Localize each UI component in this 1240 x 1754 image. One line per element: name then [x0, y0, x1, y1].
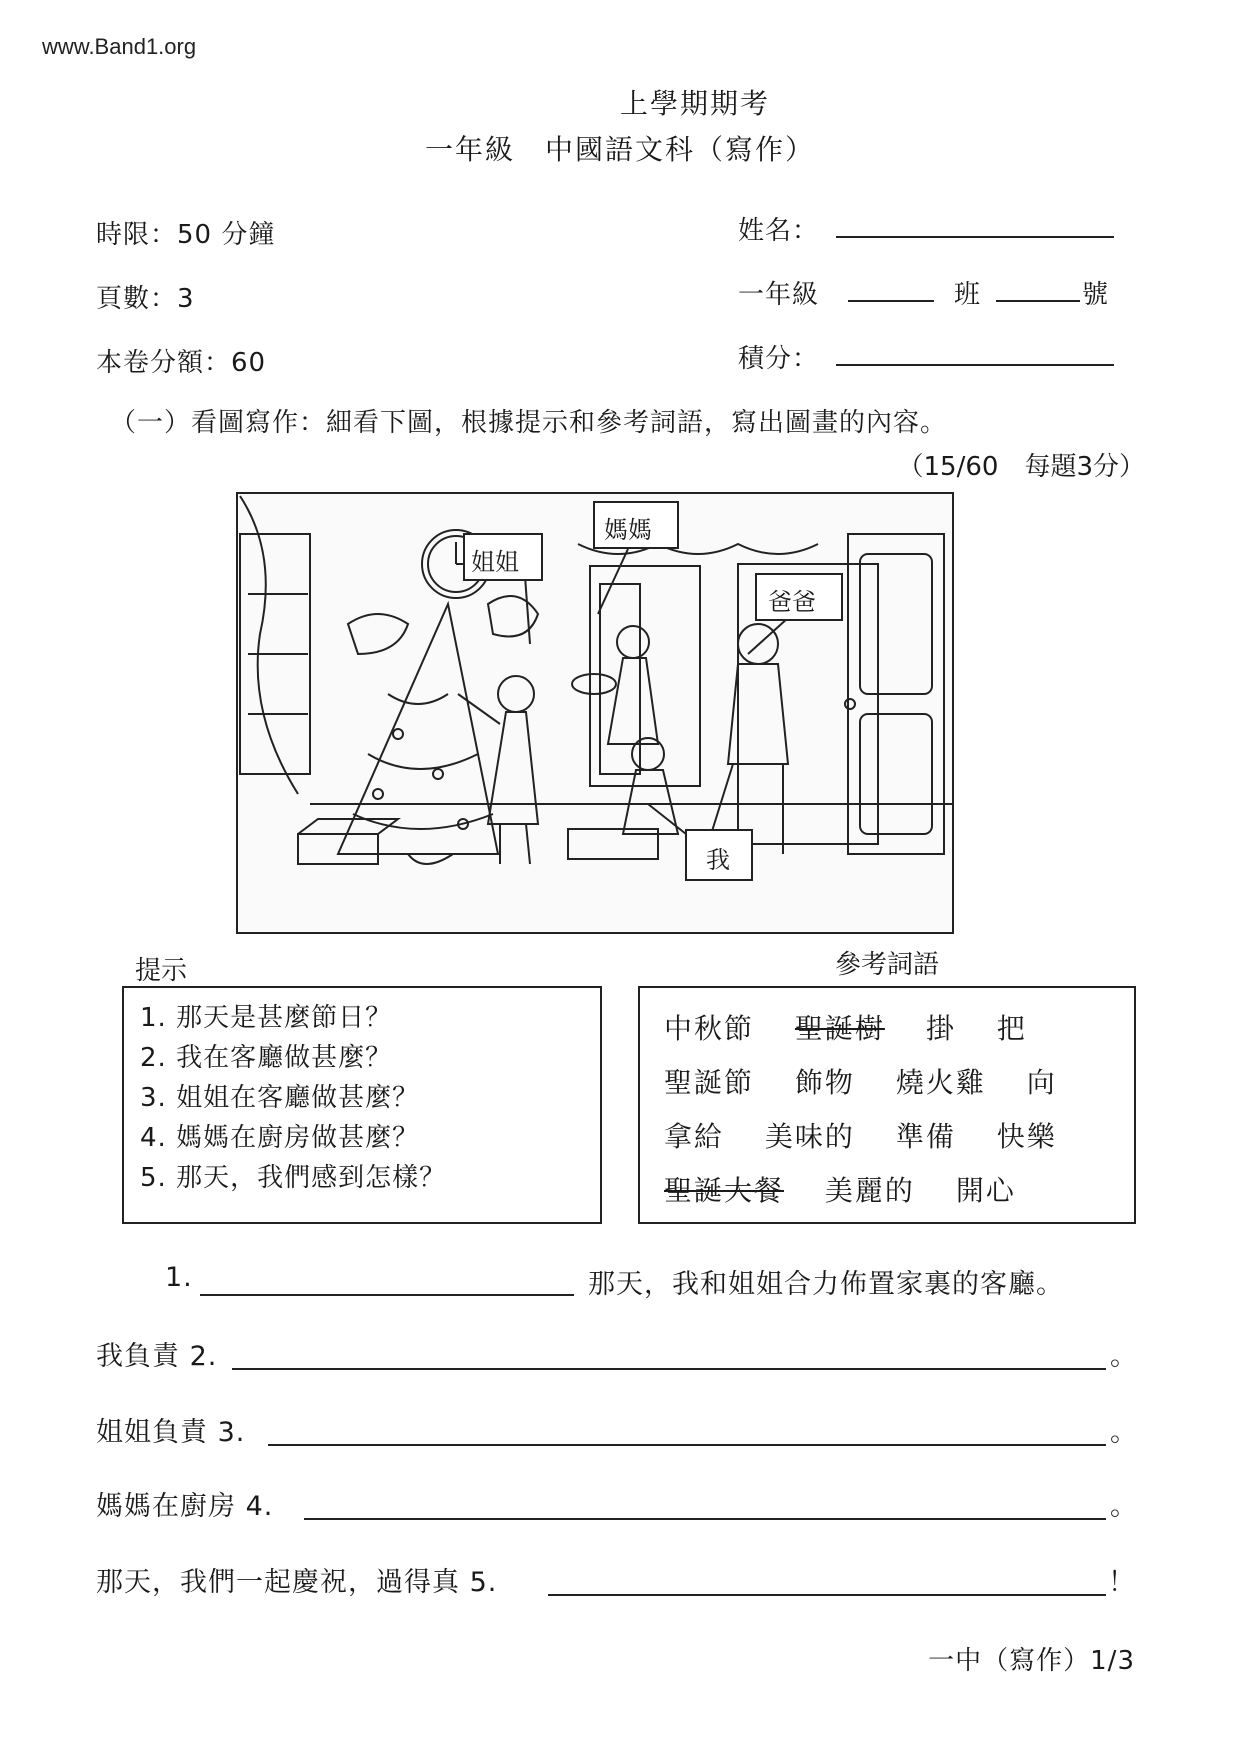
- q1-number: 1.: [165, 1262, 193, 1293]
- scene-drawing: [238, 494, 952, 932]
- score-field[interactable]: [836, 364, 1114, 366]
- christmas-scene-illustration: [236, 492, 954, 934]
- exam-title: 上學期期考: [619, 87, 770, 120]
- name-label: 姓名：: [738, 216, 820, 246]
- q3-label: 姐姐負責 3.: [96, 1417, 246, 1448]
- label-me: 我: [706, 846, 730, 874]
- q1-answer-line[interactable]: [200, 1294, 574, 1296]
- reference-row: [664, 1056, 1110, 1110]
- reference-word: 把: [996, 1012, 1027, 1045]
- reference-word: 燒火雞: [895, 1066, 986, 1099]
- reference-row: [664, 1002, 1110, 1056]
- q3-answer-line[interactable]: [268, 1444, 1106, 1446]
- label-mother: 媽媽: [604, 516, 652, 544]
- reference-word: 美味的: [764, 1120, 855, 1153]
- name-field[interactable]: [836, 236, 1114, 238]
- reference-word: 聖誕大餐: [664, 1174, 785, 1207]
- hints-box: [122, 986, 602, 1224]
- reference-words-box: [638, 986, 1136, 1224]
- hint-item: 1. 那天是甚麼節日？: [140, 1003, 393, 1033]
- task-marks: （15/60 每題3分）: [897, 452, 1145, 482]
- number-field[interactable]: [996, 300, 1080, 302]
- q4-period: 。: [1110, 1491, 1138, 1522]
- site-url: www.Band1.org: [42, 34, 197, 59]
- total-marks: 本卷分額：60: [96, 348, 267, 378]
- reference-word: 飾物: [794, 1066, 855, 1099]
- task-instruction: （一）看圖寫作：細看下圖，根據提示和參考詞語，寫出圖畫的內容。: [110, 408, 948, 438]
- class-field[interactable]: [848, 300, 934, 302]
- reference-word: 準備: [895, 1120, 956, 1153]
- reference-word: 向: [1026, 1066, 1057, 1099]
- q5-exclaim: ！: [1108, 1567, 1136, 1598]
- reference-word: 聖誕節: [664, 1066, 755, 1099]
- reference-row: [664, 1164, 1110, 1218]
- q5-answer-line[interactable]: [548, 1594, 1106, 1596]
- score-label: 積分：: [738, 344, 820, 374]
- q1-text: 那天，我和姐姐合力佈置家裏的客廳。: [588, 1269, 1064, 1300]
- hint-item: 3. 姐姐在客廳做甚麼？: [140, 1083, 420, 1113]
- q2-label: 我負責 2.: [96, 1341, 218, 1372]
- hint-item: 2. 我在客廳做甚麼？: [140, 1043, 393, 1073]
- q2-answer-line[interactable]: [232, 1368, 1106, 1370]
- label-father: 爸爸: [768, 588, 816, 616]
- reference-row: [664, 1110, 1110, 1164]
- q2-period: 。: [1110, 1341, 1138, 1372]
- time-limit: 時限：50 分鐘: [96, 220, 276, 250]
- label-sister: 姐姐: [471, 548, 519, 576]
- q4-answer-line[interactable]: [304, 1518, 1106, 1520]
- reference-word: 拿給: [664, 1120, 725, 1153]
- reference-word: 中秋節: [664, 1012, 755, 1045]
- reference-word: 聖誕樹: [794, 1012, 885, 1045]
- q3-period: 。: [1110, 1417, 1138, 1448]
- reference-word: 掛: [925, 1012, 956, 1045]
- reference-word: 美麗的: [824, 1174, 915, 1207]
- page-footer: 一中（寫作）1/3: [928, 1646, 1135, 1676]
- q4-label: 媽媽在廚房 4.: [96, 1491, 274, 1522]
- exam-subtitle: 一年級 中國語文科（寫作）: [424, 133, 815, 166]
- q5-label: 那天，我們一起慶祝，過得真 5.: [96, 1567, 498, 1598]
- number-label: 號: [1082, 280, 1110, 310]
- class-label: 班: [954, 280, 982, 310]
- hint-item: 5. 那天，我們感到怎樣？: [140, 1163, 447, 1193]
- reference-word: 開心: [955, 1174, 1016, 1207]
- page-count: 頁數：3: [96, 284, 195, 314]
- hint-item: 4. 媽媽在廚房做甚麼？: [140, 1123, 420, 1153]
- reference-word: 快樂: [996, 1120, 1057, 1153]
- grade-label: 一年級: [738, 280, 820, 310]
- hints-title: 提示: [135, 956, 188, 986]
- reference-title: 參考詞語: [835, 950, 940, 980]
